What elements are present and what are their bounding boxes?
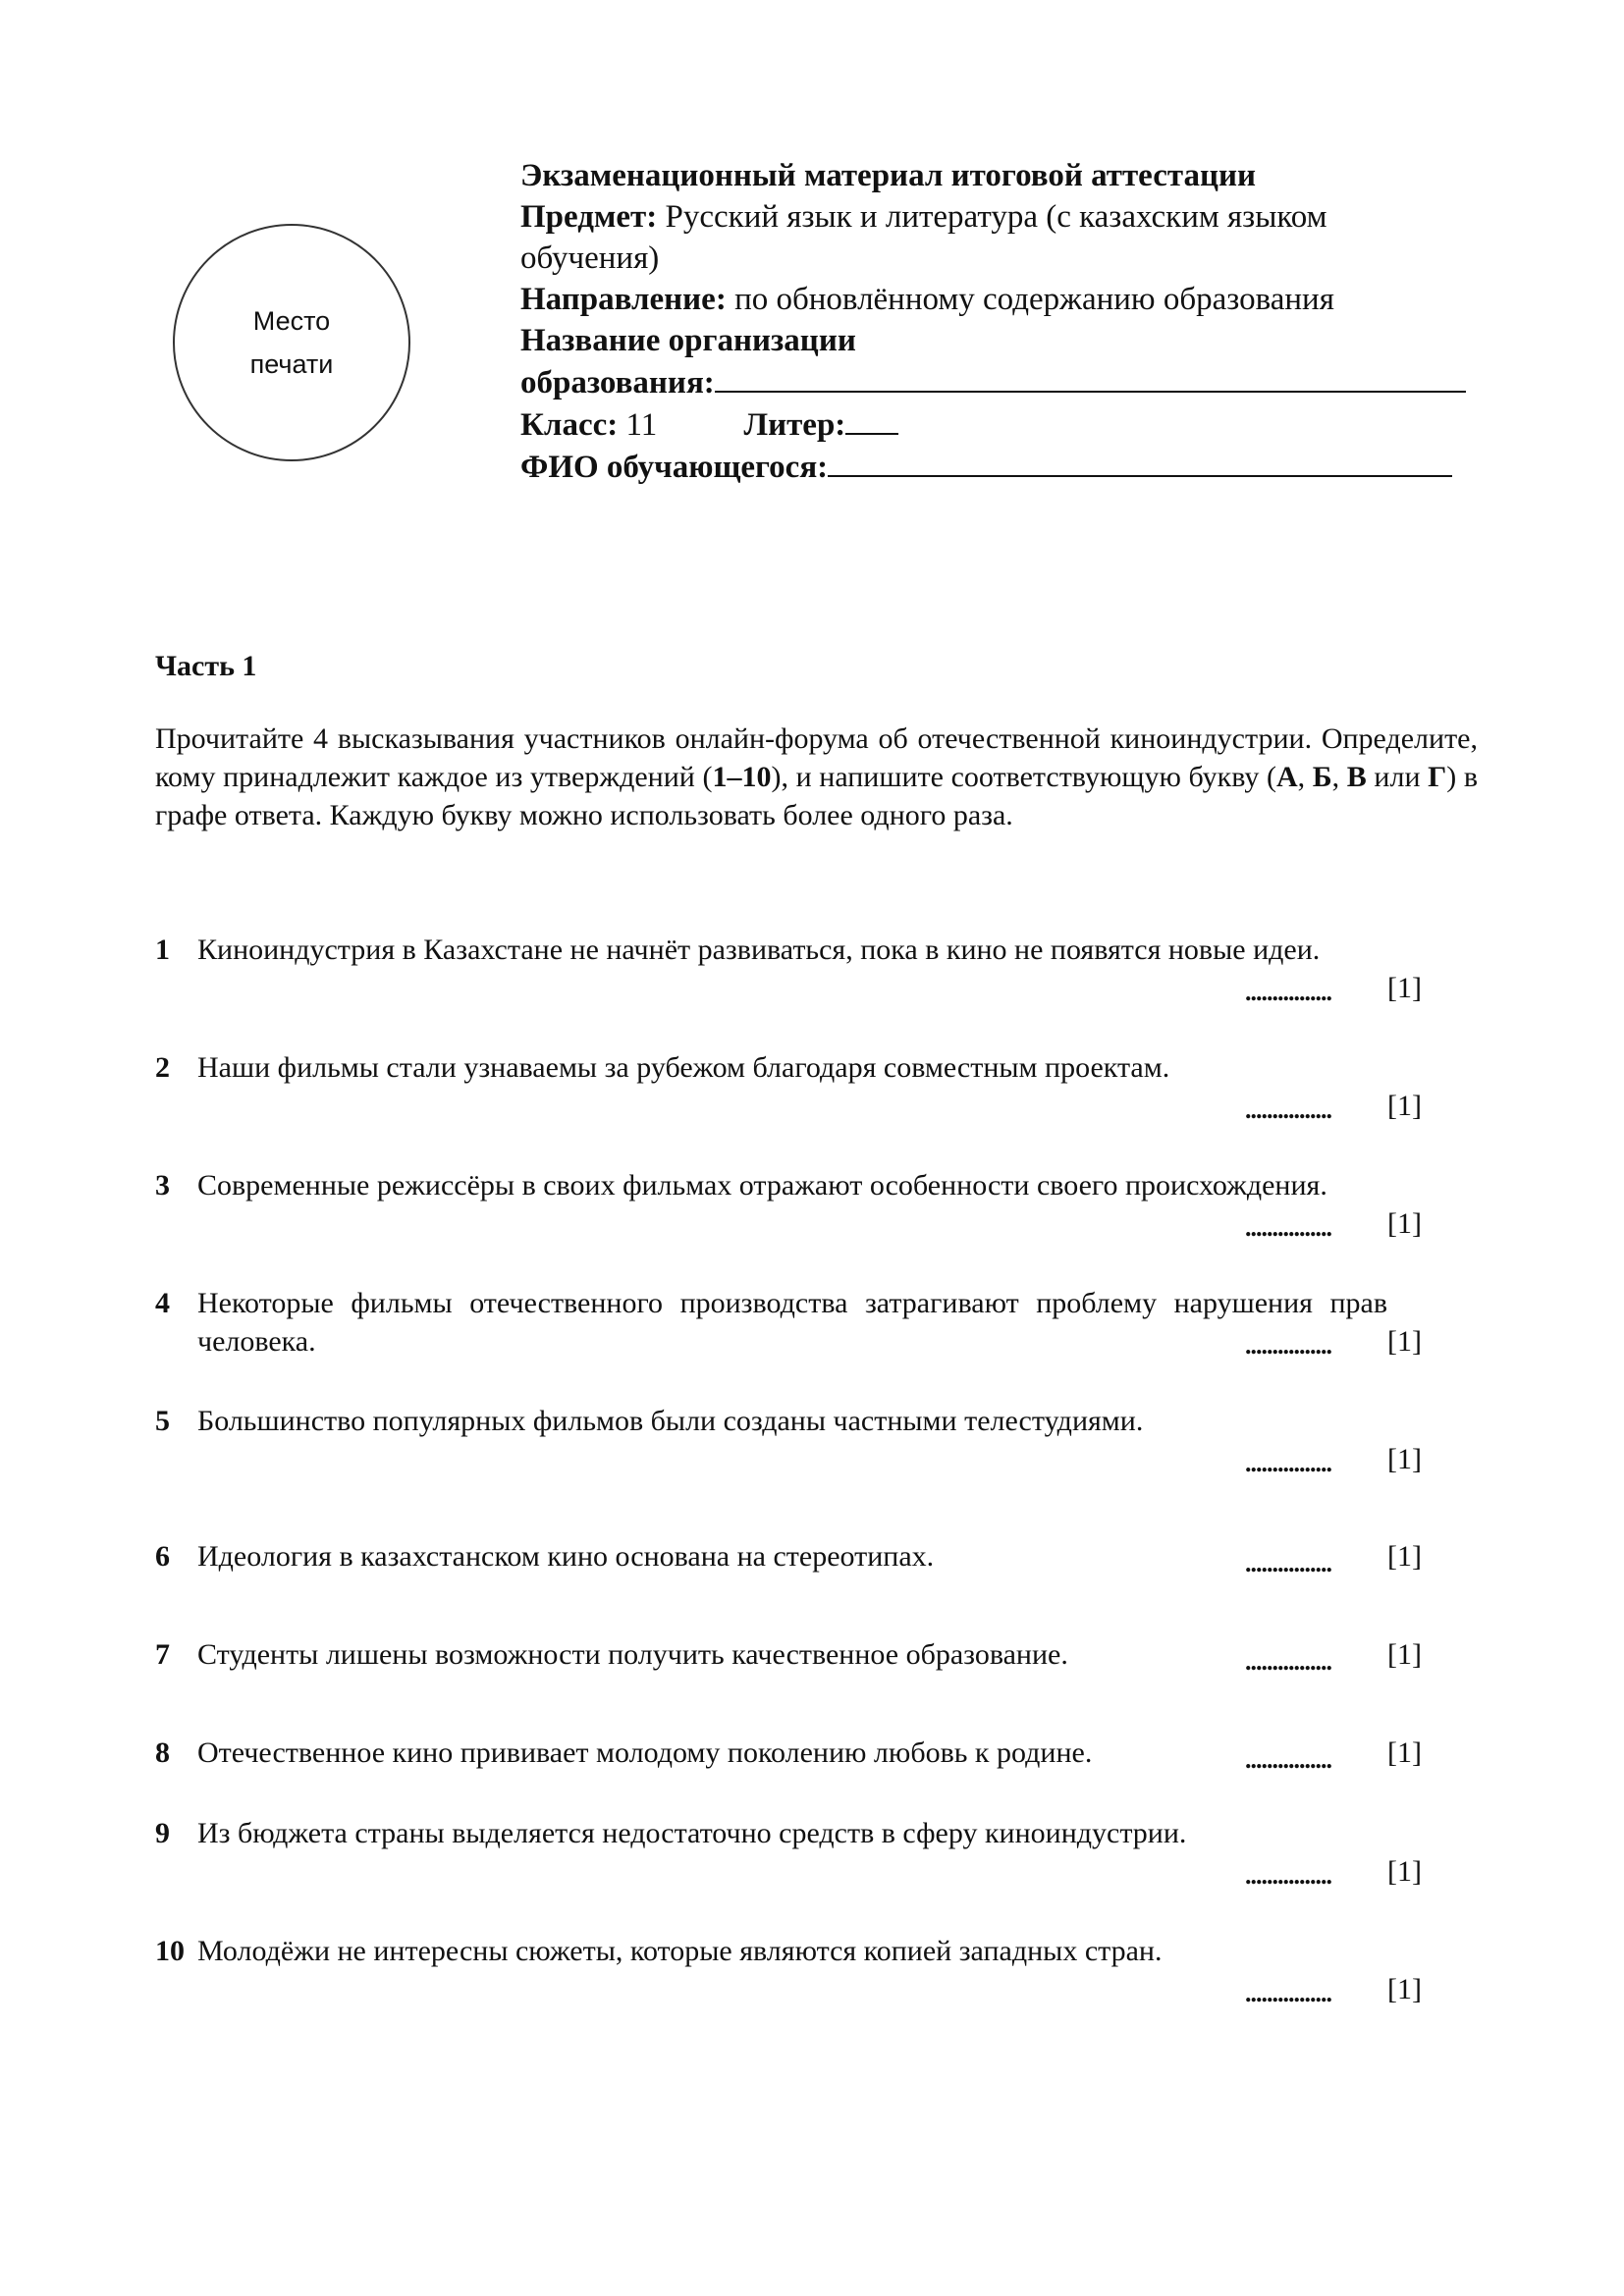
question-text: Киноиндустрия в Казахстане не начнёт развиваться, пока в кино не появятся новые идеи. [197,934,1321,966]
answer-field[interactable]: ................ [1245,1979,1331,2007]
org-label-2: образования: [520,365,715,400]
org-name-field[interactable] [715,361,1466,393]
answer-field[interactable]: ................ [1245,1745,1331,1774]
question-9 [155,1814,1471,1893]
question-mark: [1] [1387,1638,1422,1671]
answer-field[interactable]: ................ [1245,1449,1331,1477]
question-text: Большинство популярных фильмов были созданы частными телестудиями. [197,1405,1144,1437]
answer-field[interactable]: ................ [1245,1331,1331,1360]
answer-field[interactable]: ................ [1245,1861,1331,1890]
question-6 [155,1537,1471,1580]
subject-value: Русский язык и литература (с казахским языком [665,199,1327,235]
question-3 [155,1166,1471,1245]
question-mark: [1] [1387,1736,1422,1769]
liter-label: Литер: [743,407,846,443]
class-label: Класс: [520,407,619,443]
question-mark: [1] [1387,1325,1422,1358]
answer-field[interactable]: ................ [1245,1549,1331,1577]
question-number: 10 [155,1935,185,1967]
answer-field[interactable]: ................ [1245,978,1331,1006]
letter-g: Г [1428,761,1447,793]
instr-range: 1–10 [712,761,772,793]
stamp-line-1: Место [252,306,331,336]
part-title: Часть 1 [155,650,257,682]
question-number: 4 [155,1287,170,1319]
question-number: 6 [155,1540,170,1573]
student-name-label: ФИО обучающегося: [520,450,829,485]
direction-label: Направление: [520,282,727,317]
question-number: 5 [155,1405,170,1437]
question-10 [155,1932,1471,2010]
question-text: Некоторые фильмы отечественного производства затрагивают проблему нарушения прав человека. [197,1287,1387,1358]
instr-sep-2: , [1331,761,1347,793]
question-mark: [1] [1387,1090,1422,1122]
subject-value-cont: обучения) [520,240,660,276]
answer-field[interactable]: ................ [1245,1647,1331,1676]
question-number: 2 [155,1051,170,1084]
question-text: Отечественное кино прививает молодому поколению любовь к родине. [197,1736,1093,1769]
question-4 [155,1284,1471,1362]
direction-value: по обновлённому содержанию образования [734,282,1334,317]
instr-sep-1: , [1297,761,1313,793]
question-mark: [1] [1387,1540,1422,1573]
question-number: 8 [155,1736,170,1769]
student-name-field[interactable] [828,446,1452,477]
question-5 [155,1402,1471,1480]
question-7 [155,1635,1471,1679]
exam-title: Экзаменационный материал итоговой аттестации [520,158,1257,193]
instr-text-2: ), и напишите соответствующую букву ( [771,761,1276,793]
question-mark: [1] [1387,1855,1422,1888]
question-number: 1 [155,934,170,966]
liter-field[interactable] [845,403,898,435]
question-number: 9 [155,1817,170,1849]
org-label-1: Название организации [520,323,856,358]
question-8 [155,1734,1471,1777]
question-text: Современные режиссёры в своих фильмах отражают особенности своего происхождения. [197,1169,1327,1201]
question-mark: [1] [1387,1207,1422,1240]
question-text: Из бюджета страны выделяется недостаточно средств в сферу киноиндустрии. [197,1817,1187,1849]
question-1 [155,931,1471,1009]
question-2 [155,1048,1471,1127]
instr-text-3: ) в графе ответа. Каждую букву можно использовать более одного раза. [155,761,1479,831]
stamp-line-2: печати [249,349,334,379]
letter-v: В [1346,761,1367,793]
instr-text-1: Прочитайте 4 высказывания участников онлайн-форума об отечественной киноиндустрии. Определите, кому принадлежит каждое из утверждений ( [155,722,1478,793]
exam-header [520,155,1492,488]
question-text: Идеология в казахстанском кино основана на стереотипах. [197,1540,935,1573]
question-text: Студенты лишены возможности получить качественное образование. [197,1638,1068,1671]
class-value: 11 [625,407,658,443]
question-mark: [1] [1387,972,1422,1004]
answer-field[interactable]: ................ [1245,1095,1331,1124]
letter-b: Б [1312,761,1332,793]
letter-a: А [1275,761,1298,793]
question-mark: [1] [1387,1973,1422,2005]
instructions [155,720,1478,834]
question-number: 3 [155,1169,170,1201]
subject-label: Предмет: [520,199,658,235]
question-mark: [1] [1387,1443,1422,1475]
question-text: Молодёжи не интересны сюжеты, которые являются копией западных стран. [197,1935,1163,1967]
stamp-placeholder [173,224,410,461]
question-number: 7 [155,1638,170,1671]
question-text: Наши фильмы стали узнаваемы за рубежом благодаря совместным проектам. [197,1051,1170,1084]
instr-or: или [1366,761,1429,793]
answer-field[interactable]: ................ [1245,1213,1331,1242]
